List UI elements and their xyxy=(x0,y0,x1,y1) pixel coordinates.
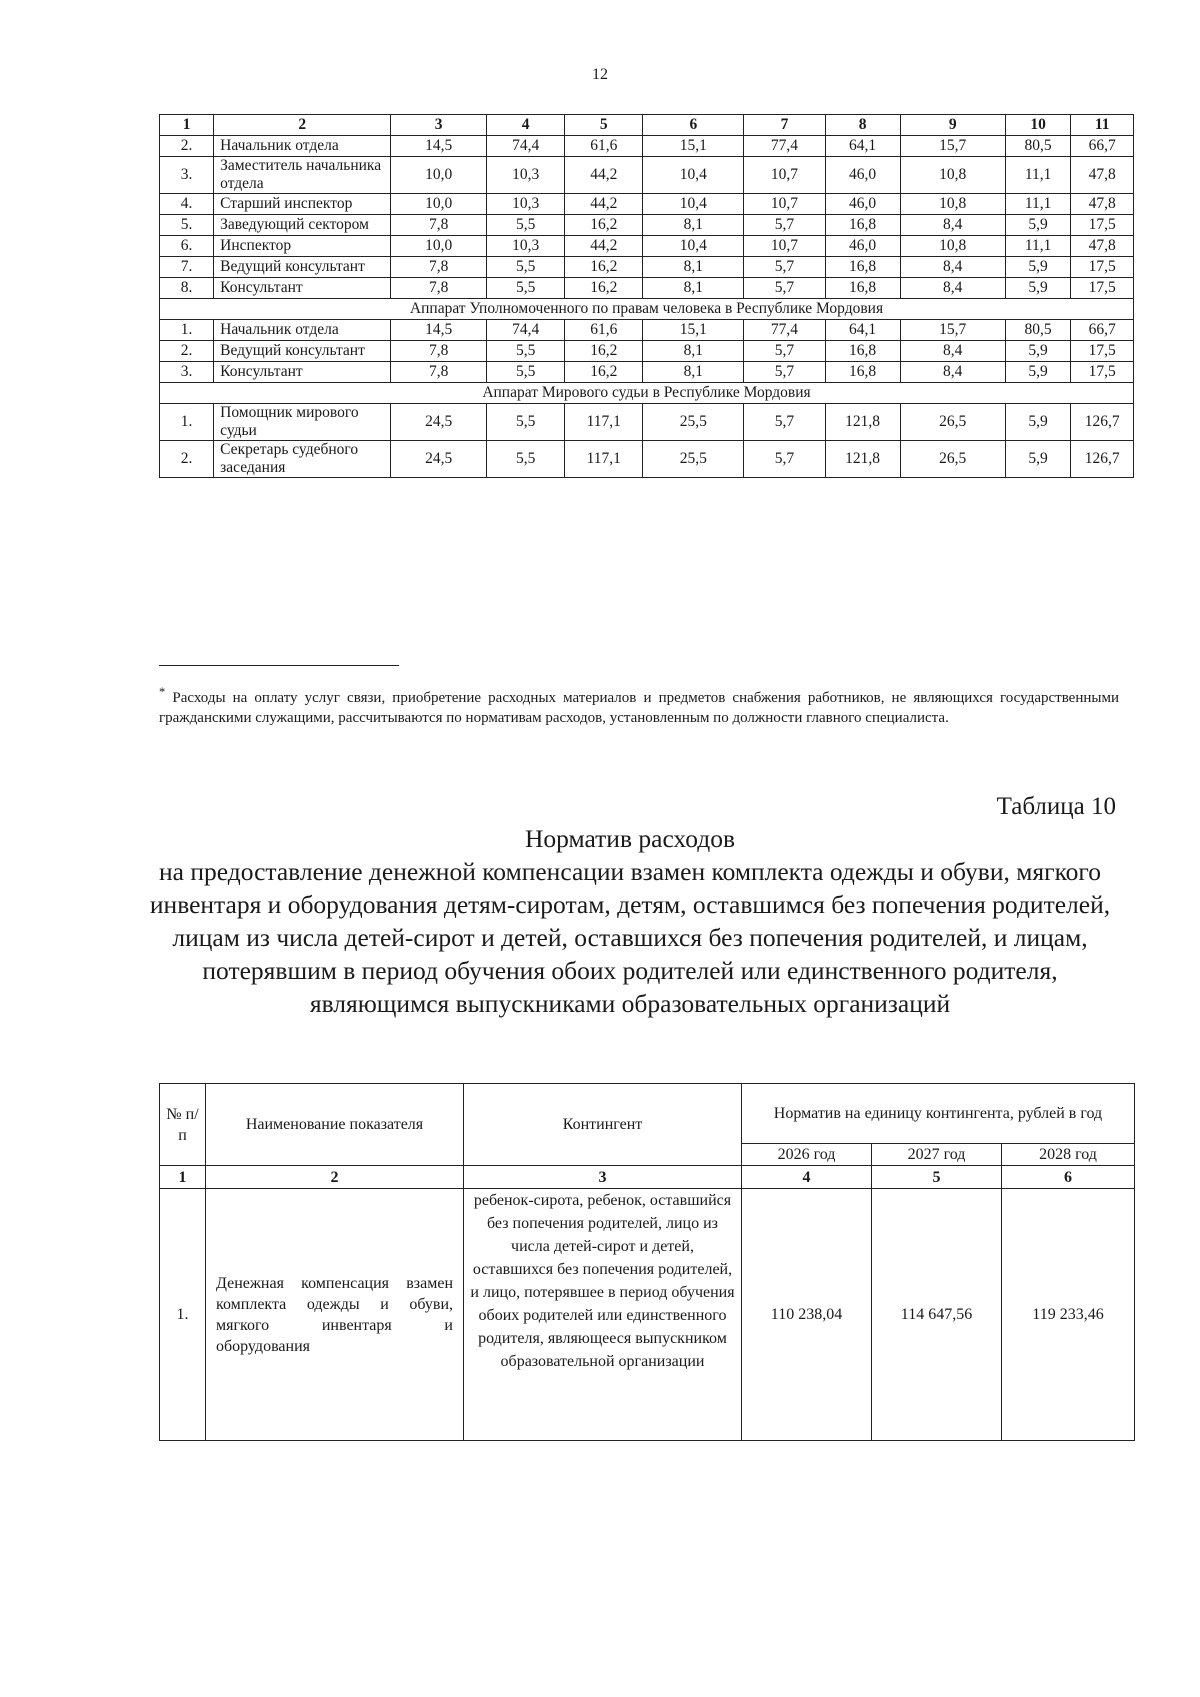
norm-value: 5,7 xyxy=(744,278,825,299)
row-number: 2. xyxy=(160,341,214,362)
norm-value: 17,5 xyxy=(1071,257,1134,278)
norm-value: 5,9 xyxy=(1005,278,1071,299)
norm-value: 16,8 xyxy=(825,341,900,362)
norm-value: 5,5 xyxy=(487,362,565,383)
norm-value: 47,8 xyxy=(1071,157,1134,194)
norm-value: 10,7 xyxy=(744,194,825,215)
norm-value: 121,8 xyxy=(825,441,900,478)
norm-value: 126,7 xyxy=(1071,441,1134,478)
header-contingent: Контингент xyxy=(464,1084,742,1166)
table-row xyxy=(160,157,1134,194)
norm-value: 47,8 xyxy=(1071,194,1134,215)
table-10-title: Норматив расходов xyxy=(525,824,735,853)
norm-value: 11,1 xyxy=(1005,194,1071,215)
norm-value: 5,7 xyxy=(744,257,825,278)
table-row xyxy=(160,236,1134,257)
row-number: 1. xyxy=(160,404,214,441)
column-number: 7 xyxy=(744,115,825,136)
norm-value: 8,1 xyxy=(643,362,744,383)
norm-value: 7,8 xyxy=(391,362,487,383)
row-number: 2. xyxy=(160,136,214,157)
norm-value: 8,4 xyxy=(900,278,1005,299)
norm-value: 5,9 xyxy=(1005,441,1071,478)
row-number: 3. xyxy=(160,157,214,194)
norm-value: 10,8 xyxy=(900,194,1005,215)
norm-value: 5,9 xyxy=(1005,257,1071,278)
norm-value: 61,6 xyxy=(565,320,643,341)
column-number: 4 xyxy=(742,1166,872,1189)
column-number: 5 xyxy=(565,115,643,136)
compensation-norm-table xyxy=(159,1083,1135,1441)
norm-value: 8,1 xyxy=(643,341,744,362)
norm-value: 5,9 xyxy=(1005,341,1071,362)
column-number: 6 xyxy=(1002,1166,1135,1189)
table-row xyxy=(160,404,1134,441)
section-title: Аппарат Уполномоченного по правам человека в Республике Мордовия xyxy=(160,299,1134,320)
norm-value: 11,1 xyxy=(1005,236,1071,257)
position-name: Заместитель начальника отдела xyxy=(214,157,391,194)
table-row xyxy=(160,215,1134,236)
position-name: Начальник отдела xyxy=(214,320,391,341)
column-number: 9 xyxy=(900,115,1005,136)
norm-value-2026: 110 238,04 xyxy=(742,1189,872,1441)
norm-value: 5,9 xyxy=(1005,362,1071,383)
norm-value: 126,7 xyxy=(1071,404,1134,441)
norm-value: 16,8 xyxy=(825,215,900,236)
table-row xyxy=(160,320,1134,341)
norm-value: 14,5 xyxy=(391,136,487,157)
norm-value: 16,2 xyxy=(565,362,643,383)
norm-value: 16,2 xyxy=(565,341,643,362)
norm-value: 80,5 xyxy=(1005,136,1071,157)
table-10-subtitle: на предоставление денежной компенсации взамен комплекта одежды и обуви, мягкого инвентаря и оборудования детям-сиротам, детям, оставшимся без попечения родителей, лицам из числа детей-сирот и детей, оставшихся без попечения родителей, и лицам, потерявшим в период обучения обоих родителей или единственного родителя, являющимся выпускниками образовательных организаций xyxy=(149,857,1111,1018)
expense-norms-table-continued xyxy=(159,114,1134,478)
norm-value: 11,1 xyxy=(1005,157,1071,194)
header-year: 2026 год xyxy=(742,1144,872,1166)
header-year: 2027 год xyxy=(872,1144,1002,1166)
norm-value: 5,5 xyxy=(487,404,565,441)
row-number: 8. xyxy=(160,278,214,299)
norm-value: 26,5 xyxy=(900,441,1005,478)
position-name: Заведующий сектором xyxy=(214,215,391,236)
position-name: Начальник отдела xyxy=(214,136,391,157)
footnote xyxy=(159,682,1119,728)
norm-value: 5,7 xyxy=(744,404,825,441)
indicator-name: Денежная компенсация взамен комплекта одежды и обуви, мягкого инвентаря и оборудования xyxy=(206,1189,464,1441)
norm-value: 10,0 xyxy=(391,194,487,215)
norm-value: 5,7 xyxy=(744,362,825,383)
header-year: 2028 год xyxy=(1002,1144,1135,1166)
row-number: 7. xyxy=(160,257,214,278)
norm-value: 80,5 xyxy=(1005,320,1071,341)
table-10-title-block xyxy=(130,822,1130,1020)
norm-value-2028: 119 233,46 xyxy=(1002,1189,1135,1441)
norm-value: 5,5 xyxy=(487,341,565,362)
header-norm: Норматив на единицу контингента, рублей в год xyxy=(742,1084,1135,1144)
row-number: 2. xyxy=(160,441,214,478)
norm-value: 8,1 xyxy=(643,215,744,236)
footnote-text: Расходы на оплату услуг связи, приобретение расходных материалов и предметов снабжения работников, не являющихся государственными гражданскими служащими, рассчитываются по нормативам расходов, установленным по должности главного специалиста. xyxy=(159,690,1119,726)
norm-value: 10,0 xyxy=(391,236,487,257)
norm-value: 10,3 xyxy=(487,236,565,257)
norm-value: 44,2 xyxy=(565,194,643,215)
table-row xyxy=(160,1189,1135,1441)
column-number: 8 xyxy=(825,115,900,136)
norm-value: 10,4 xyxy=(643,236,744,257)
header-indicator: Наименование показателя xyxy=(206,1084,464,1166)
row-number: 1. xyxy=(160,1189,206,1441)
norm-value: 16,8 xyxy=(825,278,900,299)
column-number: 3 xyxy=(391,115,487,136)
norm-value: 15,1 xyxy=(643,136,744,157)
section-row xyxy=(160,299,1134,320)
norm-value: 25,5 xyxy=(643,441,744,478)
norm-value: 47,8 xyxy=(1071,236,1134,257)
norm-value: 8,4 xyxy=(900,215,1005,236)
norm-value: 24,5 xyxy=(391,404,487,441)
column-number: 11 xyxy=(1071,115,1134,136)
norm-value-2027: 114 647,56 xyxy=(872,1189,1002,1441)
position-name: Ведущий консультант xyxy=(214,257,391,278)
norm-value: 5,9 xyxy=(1005,215,1071,236)
norm-value: 17,5 xyxy=(1071,341,1134,362)
norm-value: 15,1 xyxy=(643,320,744,341)
norm-value: 117,1 xyxy=(565,404,643,441)
norm-value: 10,4 xyxy=(643,157,744,194)
norm-value: 7,8 xyxy=(391,215,487,236)
position-name: Консультант xyxy=(214,362,391,383)
table-header-row xyxy=(160,115,1134,136)
norm-value: 10,0 xyxy=(391,157,487,194)
norm-value: 10,4 xyxy=(643,194,744,215)
row-number: 6. xyxy=(160,236,214,257)
table-row xyxy=(160,341,1134,362)
norm-value: 5,5 xyxy=(487,215,565,236)
norm-value: 10,8 xyxy=(900,236,1005,257)
row-number: 4. xyxy=(160,194,214,215)
norm-value: 5,7 xyxy=(744,341,825,362)
norm-value: 7,8 xyxy=(391,341,487,362)
norm-value: 74,4 xyxy=(487,320,565,341)
position-name: Консультант xyxy=(214,278,391,299)
norm-value: 8,1 xyxy=(643,257,744,278)
norm-value: 10,7 xyxy=(744,236,825,257)
norm-value: 16,2 xyxy=(565,215,643,236)
norm-value: 121,8 xyxy=(825,404,900,441)
norm-value: 66,7 xyxy=(1071,320,1134,341)
column-number: 10 xyxy=(1005,115,1071,136)
footnote-separator xyxy=(159,665,399,666)
norm-value: 16,2 xyxy=(565,257,643,278)
table-row xyxy=(160,278,1134,299)
norm-value: 25,5 xyxy=(643,404,744,441)
table-row xyxy=(160,441,1134,478)
norm-value: 5,7 xyxy=(744,441,825,478)
norm-value: 10,8 xyxy=(900,157,1005,194)
row-number: 5. xyxy=(160,215,214,236)
position-name: Старший инспектор xyxy=(214,194,391,215)
norm-value: 5,5 xyxy=(487,441,565,478)
table-row xyxy=(160,257,1134,278)
norm-value: 77,4 xyxy=(744,320,825,341)
norm-value: 44,2 xyxy=(565,236,643,257)
norm-value: 5,9 xyxy=(1005,404,1071,441)
norm-value: 8,1 xyxy=(643,278,744,299)
row-number: 1. xyxy=(160,320,214,341)
norm-value: 46,0 xyxy=(825,157,900,194)
norm-value: 14,5 xyxy=(391,320,487,341)
position-name: Секретарь судебного заседания xyxy=(214,441,391,478)
norm-value: 46,0 xyxy=(825,194,900,215)
column-number: 1 xyxy=(160,1166,206,1189)
table-10-label: Таблица 10 xyxy=(996,793,1116,820)
norm-value: 10,7 xyxy=(744,157,825,194)
norm-value: 15,7 xyxy=(900,136,1005,157)
norm-value: 16,8 xyxy=(825,362,900,383)
norm-value: 74,4 xyxy=(487,136,565,157)
norm-value: 8,4 xyxy=(900,362,1005,383)
column-number: 2 xyxy=(214,115,391,136)
norm-value: 8,4 xyxy=(900,341,1005,362)
table-row xyxy=(160,136,1134,157)
position-name: Помощник мирового судьи xyxy=(214,404,391,441)
table-row xyxy=(160,194,1134,215)
header-number: № п/п xyxy=(160,1084,206,1166)
norm-value: 5,5 xyxy=(487,278,565,299)
norm-value: 17,5 xyxy=(1071,278,1134,299)
norm-value: 17,5 xyxy=(1071,362,1134,383)
norm-value: 61,6 xyxy=(565,136,643,157)
table-row xyxy=(160,362,1134,383)
norm-value: 66,7 xyxy=(1071,136,1134,157)
norm-value: 16,8 xyxy=(825,257,900,278)
column-number: 2 xyxy=(206,1166,464,1189)
norm-value: 64,1 xyxy=(825,136,900,157)
norm-value: 7,8 xyxy=(391,257,487,278)
norm-value: 26,5 xyxy=(900,404,1005,441)
norm-value: 77,4 xyxy=(744,136,825,157)
norm-value: 10,3 xyxy=(487,157,565,194)
column-number: 1 xyxy=(160,115,214,136)
position-name: Ведущий консультант xyxy=(214,341,391,362)
contingent-description: ребенок-сирота, ребенок, оставшийся без попечения родителей, лицо из числа детей-сирот и детей, оставшихся без попечения родителей, и лицо, потерявшее в период обучения обоих родителей или единственного родителя, являющееся выпускником образовательной организации xyxy=(464,1189,742,1441)
norm-value: 8,4 xyxy=(900,257,1005,278)
norm-value: 5,5 xyxy=(487,257,565,278)
norm-value: 64,1 xyxy=(825,320,900,341)
row-number: 3. xyxy=(160,362,214,383)
column-number: 5 xyxy=(872,1166,1002,1189)
norm-value: 10,3 xyxy=(487,194,565,215)
column-number: 4 xyxy=(487,115,565,136)
norm-value: 5,7 xyxy=(744,215,825,236)
column-number: 6 xyxy=(643,115,744,136)
footnote-marker: * xyxy=(159,685,166,699)
norm-value: 46,0 xyxy=(825,236,900,257)
norm-value: 16,2 xyxy=(565,278,643,299)
norm-value: 7,8 xyxy=(391,278,487,299)
norm-value: 44,2 xyxy=(565,157,643,194)
norm-value: 17,5 xyxy=(1071,215,1134,236)
page-number: 12 xyxy=(592,66,608,83)
position-name: Инспектор xyxy=(214,236,391,257)
section-row xyxy=(160,383,1134,404)
norm-value: 117,1 xyxy=(565,441,643,478)
norm-value: 24,5 xyxy=(391,441,487,478)
column-number: 3 xyxy=(464,1166,742,1189)
section-title: Аппарат Мирового судьи в Республике Мордовия xyxy=(160,383,1134,404)
norm-value: 15,7 xyxy=(900,320,1005,341)
